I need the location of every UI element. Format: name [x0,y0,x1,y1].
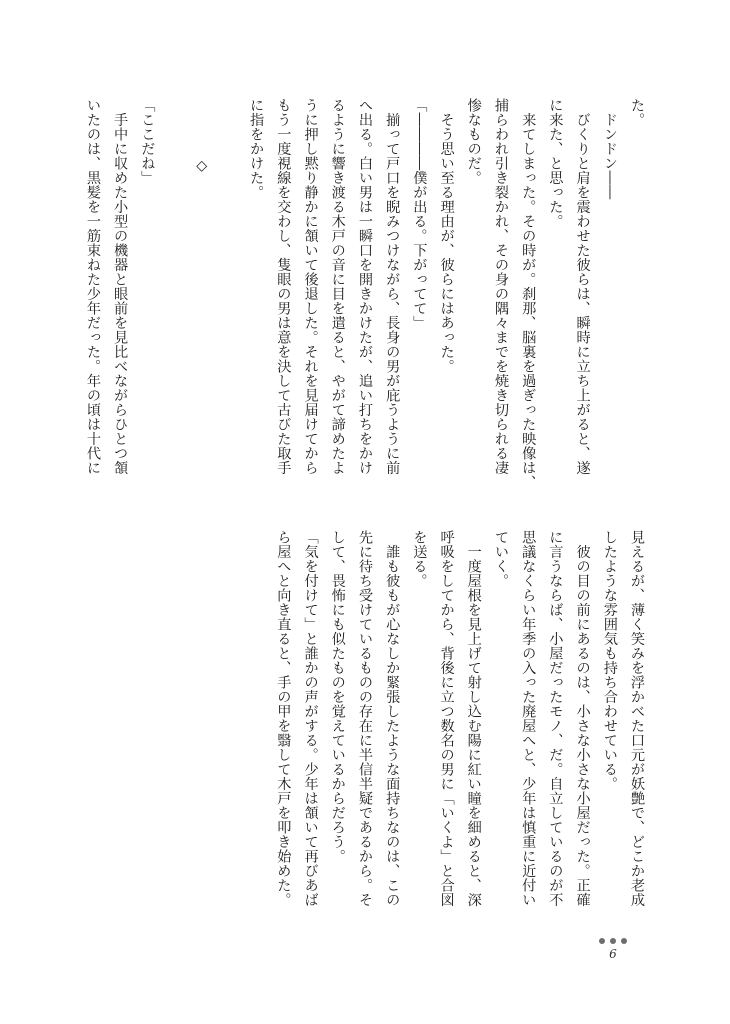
text-line: 呼吸をしてから、背後に立つ数名の男に「いくよ」と合図 [438,530,455,907]
text-line: 誰も彼もが心なしか緊張したような面持ちなのは、この [384,530,401,907]
text-line: 惨なものだ。 [465,98,482,185]
dot-icon [599,938,605,944]
text-line: に来た、と思った。 [547,98,564,229]
text-line: そう思い至る理由が、彼らにはあった。 [438,98,455,374]
dot-icon [621,938,627,944]
text-line [160,98,187,493]
text-line: へ出る。白い男は一瞬口を開きかけたが、追い打ちをかけ [356,98,373,475]
text-line: うに押し黙り静かに頷いて後退した。それを見届けてから [302,98,319,475]
text-line: 捕らわれ引き裂かれ、その身の隅々までを焼き切られる凄 [492,98,509,475]
text-line: 見えるが、薄く笑みを浮かべた口元が妖艶で、どこか老成 [629,530,645,907]
text-line: ドンドン―― [601,98,618,200]
text-line: 思議なくらい年季の入った廃屋へと、少年は慎重に近付い [520,530,537,907]
text-line: に指をかけた。 [248,98,265,200]
text-line: るように響き渡る木戸の音に目を遣ると、やがて諦めたよ [329,98,346,475]
text-line: ら屋へと向き直ると、手の甲を翳して木戸を叩き始めた。 [275,530,292,907]
text-line: もう一度視線を交わし、隻眼の男は意を決して古びた取手 [275,98,292,475]
page-folio [593,938,633,961]
text-line: 揃って戸口を睨みつけながら、長身の男が庇うように前 [384,98,401,475]
scene-break-diamond: ◇ [193,158,210,175]
text-line: 一度屋根を見上げて射し込む陽に紅い瞳を細めると、深 [465,530,482,907]
text-line: 彼の目の前にあるのは、小さな小さな小屋だった。正確 [574,530,591,907]
folio-dots-ornament [593,938,633,944]
text-line: 「ここだね」 [139,98,156,185]
text-line: いたのは、黒髪を一筋束ねた少年だった。年の頃は十代に [84,98,101,475]
text-line [215,98,242,493]
text-line: して、畏怖にも似たものを覚えているからだろう。 [329,530,346,864]
text-line: ていく。 [492,530,509,588]
text-line: を送る。 [411,530,428,588]
text-line: 先に待ち受けているものの存在に半信半疑であるから。そ [356,530,373,907]
text-line: 「気を付けて」と誰かの声がする。少年は頷いて再びあば [302,530,319,907]
text-line: に言うならば、小屋だったモノ、だ。自立しているのが不 [547,530,564,907]
text-line: 「――――僕が出る。下がってて」 [411,98,428,330]
text-line: た。 [629,98,645,127]
lower-text-column [269,530,650,925]
page-number: 6 [609,947,617,961]
text-line: 手中に収めた小型の機器と眼前を見比べながらひとつ頷 [112,98,129,475]
text-line: びくりと肩を震わせた彼らは、瞬時に立ち上がると、遂 [574,98,591,475]
text-line: 来てしまった。その時が。刹那、脳裏を過ぎった映像は、 [520,98,537,490]
dot-icon [610,938,616,944]
upper-text-column [79,98,650,493]
text-line: したような雰囲気も持ち合わせている。 [601,530,618,791]
